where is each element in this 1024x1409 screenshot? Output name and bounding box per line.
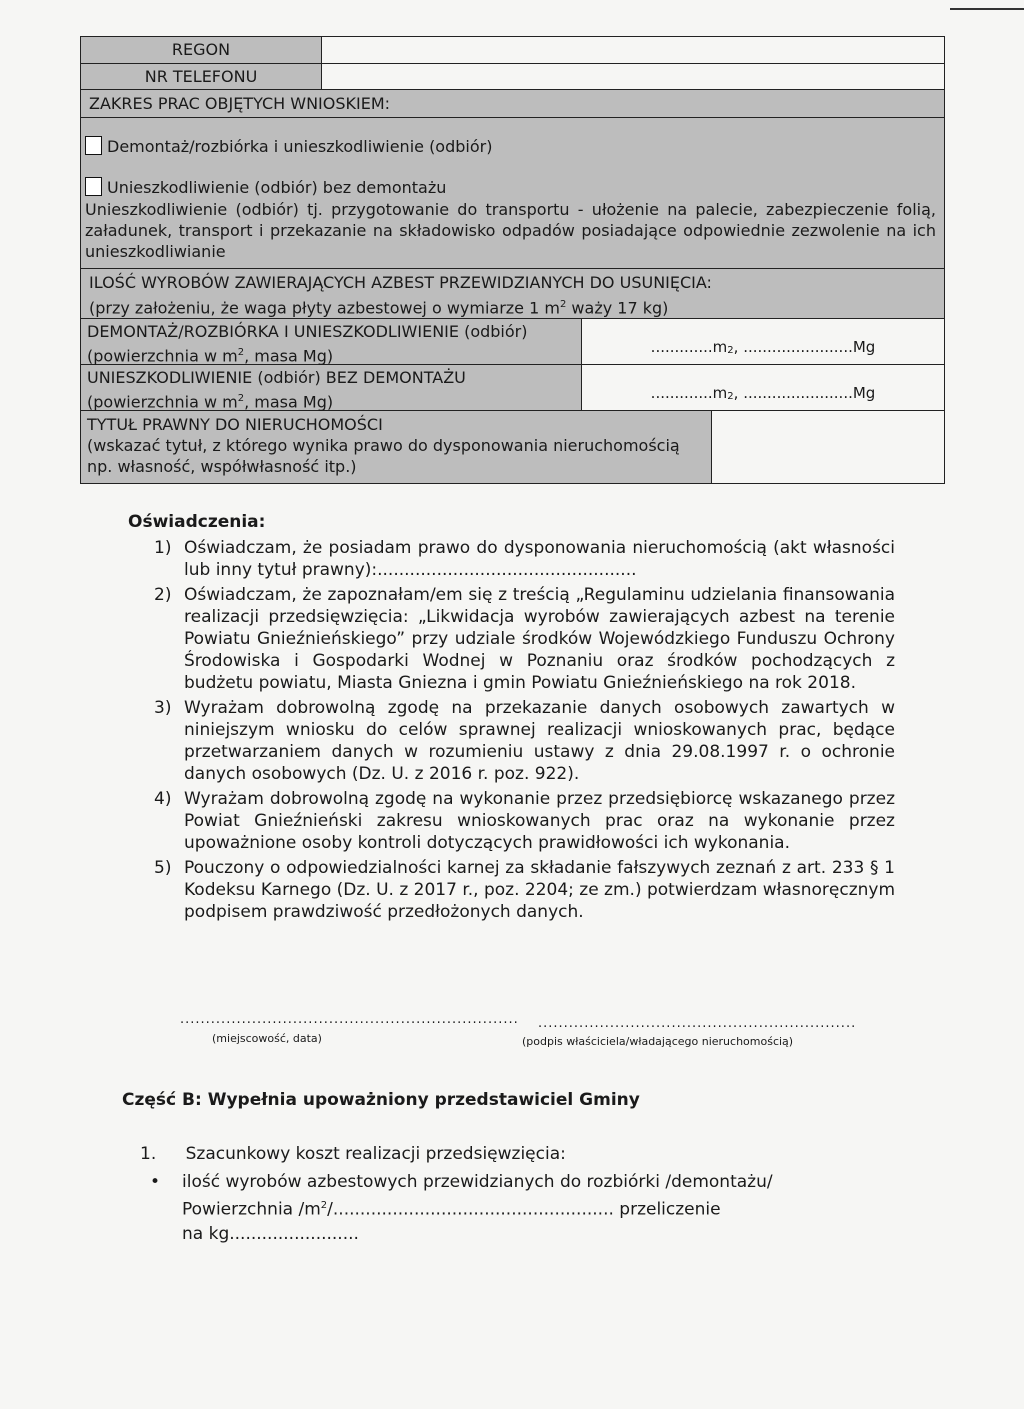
disposal-hint-sup: 2	[237, 393, 245, 404]
quantity-header: ILOŚĆ WYROBÓW ZAWIERAJĄCYCH AZBEST PRZEWIDZIANYCH DO USUNIĘCIA:	[89, 273, 712, 292]
demolition-title: DEMONTAŻ/ROZBIÓRKA I UNIESZKODLIWIENIE (odbiór)	[87, 322, 528, 341]
top-edge-line	[950, 8, 1024, 10]
disposal-value-prefix: .............m	[650, 384, 728, 402]
demolition-value-sup: 2	[727, 345, 734, 356]
disposal-title: UNIESZKODLIWIENIE (odbiór) BEZ DEMONTAŻU	[87, 368, 466, 387]
disposal-value-sup: 2	[727, 391, 734, 402]
quantity-note	[89, 294, 936, 319]
scope-row	[81, 90, 944, 118]
area-hint-prefix: (powierzchnia w m	[87, 346, 238, 366]
bullet-line-2-sup: 2	[320, 1200, 328, 1211]
scope-options	[81, 118, 944, 268]
bullet-icon: •	[150, 1172, 161, 1192]
disposal-value-field[interactable]	[581, 365, 944, 410]
scope-label: ZAKRES PRAC OBJĘTYCH WNIOSKIEM:	[81, 90, 944, 117]
bullet-line-2[interactable]	[182, 1194, 892, 1222]
declaration-item	[150, 697, 895, 785]
bullet-text	[182, 1170, 892, 1246]
declaration-number: 5)	[154, 858, 172, 878]
part-b-item-text: Szacunkowy koszt realizacji przedsięwzięcia:	[185, 1144, 566, 1164]
phone-field[interactable]	[321, 64, 944, 89]
option-disposal-label: Unieszkodliwienie (odbiór) bez demontażu	[107, 178, 447, 197]
declaration-item	[150, 788, 895, 854]
declaration-text: Pouczony o odpowiedzialności karnej za składanie fałszywych zeznań z art. 233 § 1 Kodeksu Karnego (Dz. U. z 2017 r., poz. 2204; ze zm.) potwierdzam własnoręcznym podpisem prawdziwość przedłożonych danych.	[184, 858, 896, 922]
bullet-line-3[interactable]: na kg........................	[182, 1223, 359, 1244]
disposal-checkbox[interactable]	[85, 177, 102, 196]
legal-title-header: TYTUŁ PRAWNY DO NIERUCHOMOŚCI	[87, 415, 383, 434]
option-demolition-label: Demontaż/rozbiórka i unieszkodliwienie (odbiór)	[107, 137, 493, 156]
bullet-line-2-prefix: Powierzchnia /m	[182, 1199, 321, 1220]
declaration-text: Wyrażam dobrowolną zgodę na wykonanie przez przedsiębiorcę wskazanego przez Powiat Gnieźnieński zakresu wnioskowanych prac oraz na wykonanie przez upoważnione osoby kontroli dotyczących prawidłowości ich wykonania.	[184, 789, 895, 853]
quantity-note-suffix: waży 17 kg)	[566, 298, 669, 318]
signature-caption: (podpis właściciela/władającego nieruchomością)	[522, 1035, 794, 1048]
demolition-value-prefix: .............m	[650, 338, 728, 356]
legal-title-hint: (wskazać tytuł, z którego wynika prawo do dysponowania nieruchomością np. własność, współwłasność itp.)	[87, 436, 680, 476]
declarations-list	[150, 537, 895, 926]
phone-row	[81, 64, 944, 90]
option-demolition	[85, 136, 936, 157]
demolition-label	[81, 319, 581, 364]
demolition-value-field[interactable]	[581, 319, 944, 364]
bullet-line-1: ilość wyrobów azbestowych przewidzianych do rozbiórki /demontażu/	[182, 1172, 773, 1192]
bullet-line-2-suffix: /.................................................... przeliczenie	[327, 1199, 721, 1220]
quantity-note-sup: 2	[559, 299, 567, 310]
area-hint-suffix: , masa Mg)	[244, 346, 334, 366]
quantity-row	[81, 269, 944, 319]
demolition-hint	[87, 342, 575, 366]
declaration-number: 4)	[154, 789, 172, 809]
part-b-heading: Część B: Wypełnia upoważniony przedstawiciel Gminy	[122, 1090, 640, 1110]
option-disposal	[85, 177, 936, 198]
legal-title-field[interactable]	[711, 411, 944, 483]
disposal-hint-suffix: , masa Mg)	[244, 392, 334, 412]
demolition-value-suffix: , .......................Mg	[733, 338, 876, 356]
place-date-line[interactable]: ..................................................................	[180, 1012, 519, 1027]
regon-field[interactable]	[321, 37, 944, 63]
declaration-number: 1)	[154, 538, 172, 558]
part-b-item-1	[140, 1144, 566, 1164]
area-hint-sup: 2	[237, 347, 245, 358]
disposal-value-suffix: , .......................Mg	[733, 384, 876, 402]
scope-options-row	[81, 118, 944, 269]
quantity-note-prefix: (przy założeniu, że waga płyty azbestowej o wymiarze 1 m	[89, 298, 560, 318]
declaration-item	[150, 584, 895, 694]
disposal-row	[81, 365, 944, 411]
declarations-heading: Oświadczenia:	[128, 512, 266, 532]
demolition-row	[81, 319, 944, 365]
part-b-item-number: 1.	[140, 1144, 157, 1164]
declaration-number: 3)	[154, 698, 172, 718]
legal-title-row	[81, 411, 944, 483]
declaration-item	[150, 537, 895, 581]
declaration-item	[150, 857, 895, 923]
declaration-number: 2)	[154, 585, 172, 605]
declaration-text: Wyrażam dobrowolną zgodę na przekazanie danych osobowych zawartych w niniejszym wniosku do celów sprawnej realizacji wnioskowanych prac, będące przetwarzaniem danych w rozumieniu ustawy z dnia 29.08.1997 r. o ochronie danych osobowych (Dz. U. z 2016 r. poz. 922).	[184, 698, 895, 784]
part-b-bullet	[150, 1170, 892, 1246]
application-form-table	[80, 36, 945, 484]
declaration-text: Oświadczam, że posiadam prawo do dysponowania nieruchomością (akt własności lub inny tytuł prawny):................................................	[184, 538, 895, 580]
regon-row	[81, 37, 944, 64]
quantity-block	[81, 269, 944, 318]
signature-line[interactable]: ..............................................................	[538, 1016, 857, 1031]
demolition-checkbox[interactable]	[85, 136, 102, 155]
regon-label: REGON	[81, 37, 321, 63]
disposal-hint-prefix: (powierzchnia w m	[87, 392, 238, 412]
legal-title-label	[81, 411, 711, 483]
disposal-label	[81, 365, 581, 410]
place-date-caption: (miejscowość, data)	[212, 1032, 322, 1045]
phone-label: NR TELEFONU	[81, 64, 321, 89]
option-disposal-description: Unieszkodliwienie (odbiór) tj. przygotowanie do transportu - ułożenie na palecie, zabezpieczenie folią, załadunek, transport i przekazanie na składowisko odpadów posiadające odpowiednie zezwolenie na ich unieszkodliwianie	[85, 200, 936, 261]
declaration-text: Oświadczam, że zapoznałam/em się z treścią „Regulaminu udzielania finansowania realizacji przedsięwzięcia: „Likwidacja wyrobów zawierających azbest na terenie Powiatu Gnieźnieńskiego” przy udziale środków Wojewódzkiego Funduszu Ochrony Środowiska i Gospodarki Wodnej w Poznaniu oraz środków pochodzących z budżetu powiatu, Miasta Gniezna i gmin Powiatu Gnieźnieńskiego na rok 2018.	[184, 585, 895, 693]
disposal-hint	[87, 388, 575, 412]
